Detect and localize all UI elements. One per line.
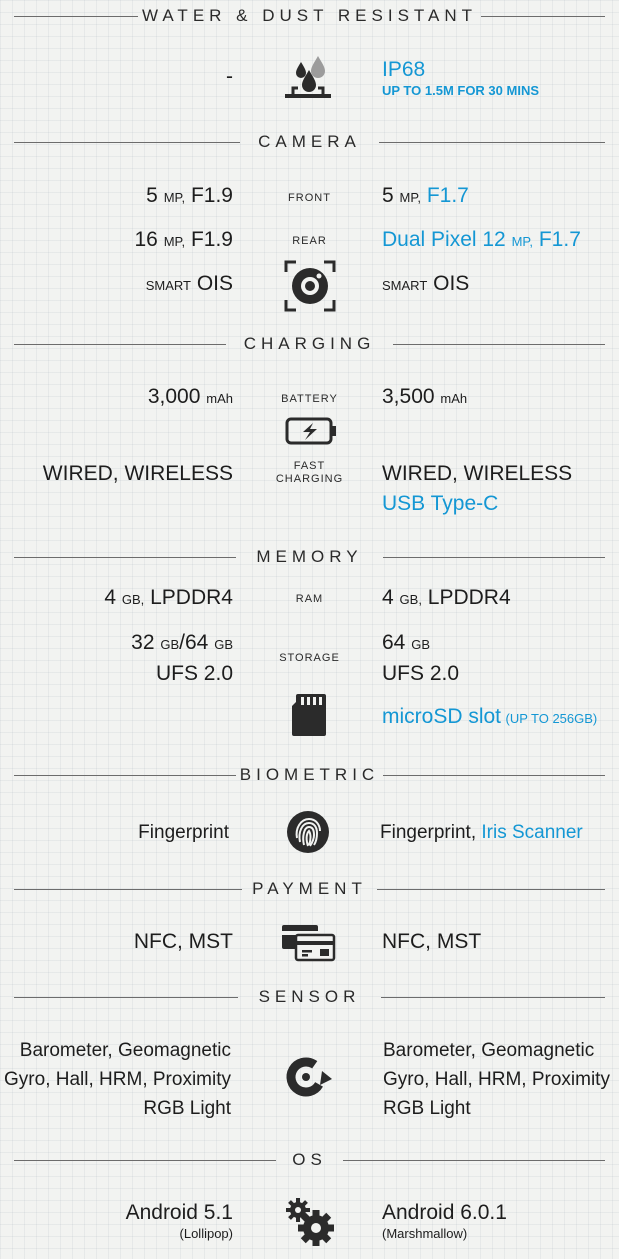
- battery-label: BATTERY: [281, 393, 338, 405]
- os-right: [382, 1200, 507, 1241]
- value: (Lollipop): [179, 1226, 233, 1241]
- section-header-water: [0, 6, 619, 26]
- value: microSD slot: [382, 705, 502, 728]
- value: 3,500: [382, 385, 435, 408]
- value: Barometer, Geomagnetic: [383, 1040, 595, 1061]
- divider: [343, 1160, 605, 1161]
- value: 32: [131, 631, 155, 654]
- camera-front-right: [382, 183, 469, 211]
- os-left: [126, 1200, 233, 1241]
- section-header-camera: [0, 132, 619, 152]
- water-drop-icon: [283, 54, 335, 100]
- section-header-biometric: [0, 765, 619, 785]
- divider: [383, 775, 605, 776]
- label: CHARGING: [275, 473, 344, 485]
- wired-left: WIRED, WIRELESS: [42, 462, 233, 485]
- value: OIS: [196, 272, 233, 295]
- value: 3,000: [147, 385, 201, 408]
- section-header-sensor: [0, 987, 619, 1007]
- unit: GB: [160, 637, 180, 652]
- value: Dual Pixel 12: [382, 228, 506, 251]
- water-left-value: -: [226, 65, 233, 88]
- value: 5: [382, 184, 394, 207]
- unit: GB,: [399, 592, 422, 607]
- value: 64: [382, 631, 406, 654]
- microsd-card-icon: [290, 692, 328, 738]
- value: USB Type-C: [382, 492, 499, 515]
- unit: MP,: [163, 190, 186, 205]
- section-title: WATER & DUST RESISTANT: [141, 6, 478, 25]
- biometric-right: [380, 820, 583, 846]
- value: WIRED, WIRELESS: [382, 462, 573, 485]
- payment-right: NFC, MST: [382, 930, 482, 953]
- value: /64: [179, 631, 209, 654]
- section-title: CAMERA: [258, 132, 361, 151]
- divider: [393, 344, 605, 345]
- value: Barometer, Geomagnetic: [19, 1040, 231, 1061]
- ram-label: RAM: [295, 593, 324, 605]
- camera-rear-right: [382, 227, 581, 255]
- section-header-memory: [0, 547, 619, 567]
- value: F1.9: [190, 228, 233, 251]
- value: 5: [146, 184, 158, 207]
- wired-right: [382, 461, 572, 517]
- divider: [379, 142, 605, 143]
- label: SMART: [382, 278, 428, 293]
- ram-right: [382, 585, 511, 613]
- divider: [377, 889, 605, 890]
- section-title: OS: [292, 1150, 327, 1169]
- sensor-left: [4, 1036, 231, 1123]
- credit-card-icon: [280, 923, 336, 963]
- value: Gyro, Hall, HRM, Proximity: [383, 1069, 610, 1090]
- value: (Marshmallow): [382, 1226, 468, 1241]
- camera-ois-right: [382, 271, 469, 299]
- value: LPDDR4: [150, 586, 233, 609]
- unit: mAh: [440, 391, 468, 406]
- value: Gyro, Hall, HRM, Proximity: [4, 1069, 231, 1090]
- value: F1.9: [190, 184, 233, 207]
- microsd-right: [382, 704, 597, 730]
- section-title: BIOMETRIC: [239, 765, 380, 784]
- value: 4: [104, 586, 117, 609]
- ip-rating: IP68: [382, 58, 426, 81]
- value: 16: [134, 228, 158, 251]
- payment-left: NFC, MST: [133, 930, 233, 953]
- sensor-rotate-icon: [284, 1055, 334, 1099]
- rear-label: REAR: [292, 235, 327, 247]
- battery-right: [382, 384, 467, 412]
- section-title: CHARGING: [243, 334, 376, 353]
- value: UFS 2.0: [155, 662, 233, 685]
- value: 4: [382, 586, 394, 609]
- gears-icon: [284, 1196, 336, 1248]
- storage-right-size: [382, 630, 459, 658]
- ip-rating-detail: UP TO 1.5M FOR 30 MINS: [382, 83, 540, 98]
- label: FAST: [293, 460, 326, 472]
- divider: [383, 557, 605, 558]
- storage-right: [382, 630, 459, 687]
- storage-label: STORAGE: [279, 652, 340, 664]
- unit: MP,: [399, 190, 421, 205]
- section-title: SENSOR: [258, 987, 361, 1006]
- front-label: FRONT: [288, 192, 331, 204]
- section-header-charging: [0, 334, 619, 354]
- biometric-left: Fingerprint: [138, 822, 229, 843]
- divider: [381, 997, 605, 998]
- fingerprint-icon: [285, 808, 331, 856]
- value: Android 6.0.1: [382, 1201, 507, 1224]
- value: RGB Light: [383, 1098, 471, 1119]
- unit: MP,: [163, 234, 186, 249]
- value: OIS: [433, 272, 470, 295]
- section-title: MEMORY: [256, 547, 363, 566]
- value: Iris Scanner: [481, 822, 583, 843]
- camera-ois-left: [146, 271, 233, 299]
- unit: GB,: [121, 592, 145, 607]
- value: UFS 2.0: [382, 662, 460, 685]
- section-header-os: [0, 1150, 619, 1170]
- camera-lens-icon: [284, 260, 336, 312]
- value: Android 5.1: [125, 1201, 233, 1224]
- value: RGB Light: [143, 1098, 231, 1119]
- label: SMART: [145, 278, 191, 293]
- unit: MP,: [511, 234, 534, 249]
- unit: GB: [411, 637, 430, 652]
- sensor-right: [383, 1036, 610, 1123]
- divider: [481, 16, 605, 17]
- battery-charging-icon: [285, 417, 337, 445]
- section-title: PAYMENT: [252, 879, 367, 898]
- value: F1.7: [426, 184, 469, 207]
- unit: mAh: [206, 391, 233, 406]
- value: Fingerprint,: [380, 822, 477, 843]
- value: F1.7: [538, 228, 581, 251]
- unit: GB: [214, 637, 233, 652]
- section-header-payment: [0, 879, 619, 899]
- water-right: [382, 57, 539, 99]
- value: (UP TO 256GB): [505, 711, 598, 726]
- value: LPDDR4: [427, 586, 511, 609]
